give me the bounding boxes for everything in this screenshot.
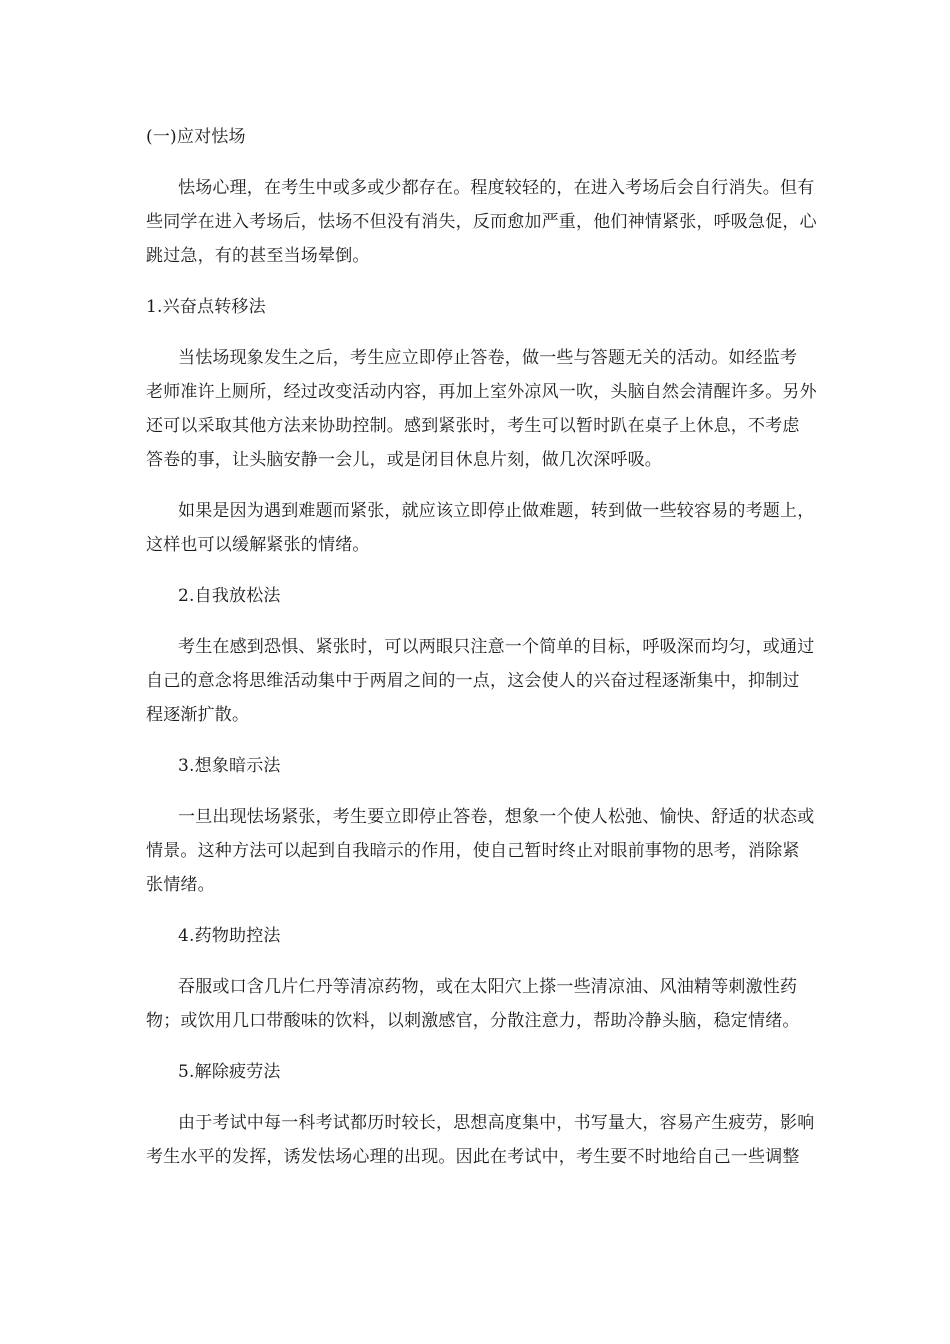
paragraph-line: 跳过急，有的甚至当场晕倒。 — [146, 246, 370, 266]
paragraph-line: 这样也可以缓解紧张的情绪。 — [146, 535, 370, 555]
method-heading: 2.自我放松法 — [178, 586, 281, 606]
paragraph-line: 考生水平的发挥，诱发怯场心理的出现。因此在考试中，考生要不时地给自己一些调整 — [146, 1147, 800, 1167]
paragraph-line: 物；或饮用几口带酸味的饮料，以刺激感官，分散注意力，帮助冷静头脑，稳定情绪。 — [146, 1011, 800, 1031]
paragraph-line: 张情绪。 — [146, 875, 215, 895]
paragraph-line: 当怯场现象发生之后，考生应立即停止答卷，做一些与答题无关的活动。如经监考 — [178, 348, 798, 368]
method-heading: 5.解除疲劳法 — [178, 1062, 281, 1082]
paragraph-line: 怯场心理，在考生中或多或少都存在。程度较轻的，在进入考场后会自行消失。但有 — [178, 178, 815, 198]
method-heading: 3.想象暗示法 — [178, 756, 281, 776]
paragraph-line: 程逐渐扩散。 — [146, 705, 250, 725]
paragraph-line: 还可以采取其他方法来协助控制。感到紧张时，考生可以暂时趴在桌子上休息，不考虑 — [146, 416, 800, 436]
paragraph-line: 如果是因为遇到难题而紧张，就应该立即停止做难题，转到做一些较容易的考题上， — [178, 501, 815, 521]
paragraph-line: 情景。这种方法可以起到自我暗示的作用，使自己暂时终止对眼前事物的思考，消除紧 — [146, 841, 800, 861]
paragraph-line: 考生在感到恐惧、紧张时，可以两眼只注意一个简单的目标，呼吸深而均匀，或通过 — [178, 637, 815, 657]
paragraph-line: 些同学在进入考场后，怯场不但没有消失，反而愈加严重，他们神情紧张，呼吸急促，心 — [146, 212, 817, 232]
paragraph-line: 一旦出现怯场紧张，考生要立即停止答卷，想象一个使人松弛、愉快、舒适的状态或 — [178, 807, 815, 827]
paragraph-line: 自己的意念将思维活动集中于两眉之间的一点，这会使人的兴奋过程逐渐集中，抑制过 — [146, 671, 800, 691]
paragraph-line: 答卷的事，让头脑安静一会儿，或是闭目休息片刻，做几次深呼吸。 — [146, 450, 662, 470]
method-heading: 4.药物助控法 — [178, 926, 281, 946]
paragraph-line: 由于考试中每一科考试都历时较长，思想高度集中，书写量大，容易产生疲劳，影响 — [178, 1113, 815, 1133]
section-title: (一)应对怯场 — [146, 127, 246, 147]
method-heading: 1.兴奋点转移法 — [146, 297, 266, 317]
paragraph-line: 老师准许上厕所，经过改变活动内容，再加上室外凉风一吹，头脑自然会清醒许多。另外 — [146, 382, 817, 402]
paragraph-line: 吞服或口含几片仁丹等清凉药物，或在太阳穴上搽一些清凉油、风油精等刺激性药 — [178, 977, 798, 997]
